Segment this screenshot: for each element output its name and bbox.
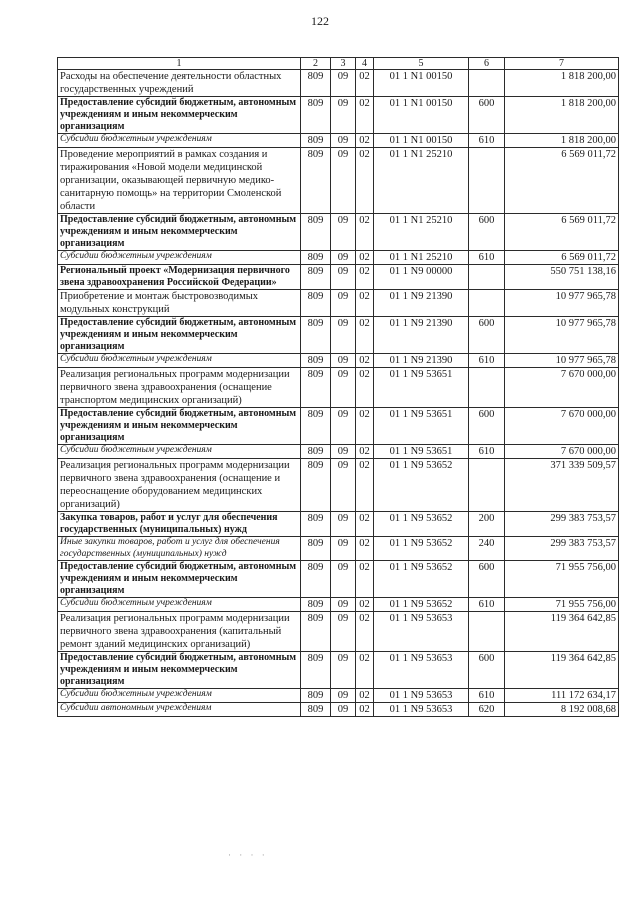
section-code-cell: 09 xyxy=(331,703,356,717)
ministry-code-cell: 809 xyxy=(301,561,331,598)
target-article-cell: 01 1 N9 53653 xyxy=(374,652,469,689)
section-code-cell: 09 xyxy=(331,251,356,265)
target-article-cell: 01 1 N1 00150 xyxy=(374,70,469,97)
subsection-code-cell: 02 xyxy=(356,459,374,512)
subsection-code-cell: 02 xyxy=(356,97,374,134)
row-name-cell: Реализация региональных программ модернизации первичного звена здравоохранения (оснащение и переоснащение оборудованием медицинских организаций) xyxy=(58,459,301,512)
table-row xyxy=(58,459,619,512)
subsection-code-cell: 02 xyxy=(356,612,374,652)
section-code-cell: 09 xyxy=(331,612,356,652)
ministry-code-cell: 809 xyxy=(301,265,331,290)
section-code-cell: 09 xyxy=(331,134,356,148)
table-row xyxy=(58,703,619,717)
ministry-code-cell: 809 xyxy=(301,134,331,148)
row-name-cell: Субсидии бюджетным учреждениям xyxy=(58,445,301,459)
target-article-cell: 01 1 N9 53653 xyxy=(374,703,469,717)
target-article-cell: 01 1 N9 21390 xyxy=(374,354,469,368)
section-code-cell: 09 xyxy=(331,317,356,354)
expense-type-cell xyxy=(469,265,505,290)
amount-cell: 10 977 965,78 xyxy=(505,290,619,317)
target-article-cell: 01 1 N9 53652 xyxy=(374,561,469,598)
row-name-cell: Приобретение и монтаж быстровозводимых модульных конструкций xyxy=(58,290,301,317)
expense-type-cell xyxy=(469,368,505,408)
row-name-cell: Предоставление субсидий бюджетным, автономным учреждениям и иным некоммерческим организациям xyxy=(58,317,301,354)
amount-cell: 550 751 138,16 xyxy=(505,265,619,290)
row-name-cell: Предоставление субсидий бюджетным, автономным учреждениям и иным некоммерческим организациям xyxy=(58,561,301,598)
ministry-code-cell: 809 xyxy=(301,214,331,251)
row-name-cell: Региональный проект «Модернизация первичного звена здравоохранения Российской Федерации» xyxy=(58,265,301,290)
expense-type-cell: 610 xyxy=(469,598,505,612)
target-article-cell: 01 1 N9 53652 xyxy=(374,512,469,537)
expense-type-cell: 610 xyxy=(469,689,505,703)
row-name-cell: Реализация региональных программ модернизации первичного звена здравоохранения (капитальный ремонт зданий медицинских организаций) xyxy=(58,612,301,652)
table-row xyxy=(58,512,619,537)
subsection-code-cell: 02 xyxy=(356,265,374,290)
ministry-code-cell: 809 xyxy=(301,689,331,703)
ministry-code-cell: 809 xyxy=(301,408,331,445)
ministry-code-cell: 809 xyxy=(301,251,331,265)
ministry-code-cell: 809 xyxy=(301,512,331,537)
row-name-cell: Иные закупки товаров, работ и услуг для обеспечения государственных (муниципальных) нужд xyxy=(58,537,301,561)
section-code-cell: 09 xyxy=(331,148,356,214)
section-code-cell: 09 xyxy=(331,689,356,703)
subsection-code-cell: 02 xyxy=(356,537,374,561)
row-name-cell: Субсидии бюджетным учреждениям xyxy=(58,354,301,368)
subsection-code-cell: 02 xyxy=(356,703,374,717)
target-article-cell: 01 1 N9 53651 xyxy=(374,368,469,408)
section-code-cell: 09 xyxy=(331,445,356,459)
table-row xyxy=(58,408,619,445)
subsection-code-cell: 02 xyxy=(356,251,374,265)
amount-cell: 1 818 200,00 xyxy=(505,97,619,134)
target-article-cell: 01 1 N1 25210 xyxy=(374,148,469,214)
target-article-cell: 01 1 N1 25210 xyxy=(374,214,469,251)
column-header: 6 xyxy=(469,58,505,70)
ministry-code-cell: 809 xyxy=(301,598,331,612)
subsection-code-cell: 02 xyxy=(356,689,374,703)
subsection-code-cell: 02 xyxy=(356,214,374,251)
ministry-code-cell: 809 xyxy=(301,354,331,368)
table-row xyxy=(58,214,619,251)
amount-cell: 299 383 753,57 xyxy=(505,537,619,561)
target-article-cell: 01 1 N9 53652 xyxy=(374,459,469,512)
expense-type-cell: 610 xyxy=(469,251,505,265)
column-header: 7 xyxy=(505,58,619,70)
column-header: 1 xyxy=(58,58,301,70)
table-row xyxy=(58,368,619,408)
amount-cell: 7 670 000,00 xyxy=(505,445,619,459)
table-row xyxy=(58,70,619,97)
ministry-code-cell: 809 xyxy=(301,368,331,408)
subsection-code-cell: 02 xyxy=(356,148,374,214)
expense-type-cell xyxy=(469,70,505,97)
table-row xyxy=(58,354,619,368)
target-article-cell: 01 1 N1 00150 xyxy=(374,97,469,134)
ministry-code-cell: 809 xyxy=(301,97,331,134)
amount-cell: 1 818 200,00 xyxy=(505,134,619,148)
row-name-cell: Реализация региональных программ модернизации первичного звена здравоохранения (оснащение транспортом медицинских организаций) xyxy=(58,368,301,408)
row-name-cell: Субсидии автономным учреждениям xyxy=(58,703,301,717)
ministry-code-cell: 809 xyxy=(301,703,331,717)
subsection-code-cell: 02 xyxy=(356,134,374,148)
amount-cell: 119 364 642,85 xyxy=(505,652,619,689)
ministry-code-cell: 809 xyxy=(301,317,331,354)
table-row xyxy=(58,290,619,317)
subsection-code-cell: 02 xyxy=(356,561,374,598)
budget-table xyxy=(57,57,619,717)
subsection-code-cell: 02 xyxy=(356,317,374,354)
table-row xyxy=(58,537,619,561)
row-name-cell: Проведение мероприятий в рамках создания и тиражирования «Новой модели медицинской организации, оказывающей первичную медико-санитарную помощь» на территории Смоленской области xyxy=(58,148,301,214)
row-name-cell: Закупка товаров, работ и услуг для обеспечения государственных (муниципальных) нужд xyxy=(58,512,301,537)
subsection-code-cell: 02 xyxy=(356,445,374,459)
section-code-cell: 09 xyxy=(331,214,356,251)
subsection-code-cell: 02 xyxy=(356,354,374,368)
table-row xyxy=(58,97,619,134)
table-row xyxy=(58,445,619,459)
target-article-cell: 01 1 N9 21390 xyxy=(374,317,469,354)
ministry-code-cell: 809 xyxy=(301,70,331,97)
ministry-code-cell: 809 xyxy=(301,290,331,317)
amount-cell: 119 364 642,85 xyxy=(505,612,619,652)
expense-type-cell: 620 xyxy=(469,703,505,717)
ministry-code-cell: 809 xyxy=(301,445,331,459)
table-row xyxy=(58,612,619,652)
scan-artifact: · · · · xyxy=(228,850,268,860)
section-code-cell: 09 xyxy=(331,290,356,317)
table-row xyxy=(58,689,619,703)
column-header: 4 xyxy=(356,58,374,70)
section-code-cell: 09 xyxy=(331,368,356,408)
column-header: 3 xyxy=(331,58,356,70)
amount-cell: 71 955 756,00 xyxy=(505,561,619,598)
row-name-cell: Предоставление субсидий бюджетным, автономным учреждениям и иным некоммерческим организациям xyxy=(58,97,301,134)
expense-type-cell xyxy=(469,290,505,317)
target-article-cell: 01 1 N9 00000 xyxy=(374,265,469,290)
row-name-cell: Субсидии бюджетным учреждениям xyxy=(58,689,301,703)
section-code-cell: 09 xyxy=(331,598,356,612)
subsection-code-cell: 02 xyxy=(356,70,374,97)
expense-type-cell: 600 xyxy=(469,561,505,598)
expense-type-cell: 600 xyxy=(469,408,505,445)
subsection-code-cell: 02 xyxy=(356,368,374,408)
section-code-cell: 09 xyxy=(331,408,356,445)
section-code-cell: 09 xyxy=(331,512,356,537)
amount-cell: 1 818 200,00 xyxy=(505,70,619,97)
amount-cell: 7 670 000,00 xyxy=(505,408,619,445)
table-row xyxy=(58,317,619,354)
amount-cell: 6 569 011,72 xyxy=(505,148,619,214)
table-row xyxy=(58,265,619,290)
amount-cell: 8 192 008,68 xyxy=(505,703,619,717)
row-name-cell: Предоставление субсидий бюджетным, автономным учреждениям и иным некоммерческим организациям xyxy=(58,214,301,251)
expense-type-cell: 240 xyxy=(469,537,505,561)
expense-type-cell xyxy=(469,612,505,652)
amount-cell: 371 339 509,57 xyxy=(505,459,619,512)
expense-type-cell: 600 xyxy=(469,214,505,251)
subsection-code-cell: 02 xyxy=(356,512,374,537)
section-code-cell: 09 xyxy=(331,70,356,97)
amount-cell: 111 172 634,17 xyxy=(505,689,619,703)
subsection-code-cell: 02 xyxy=(356,290,374,317)
ministry-code-cell: 809 xyxy=(301,652,331,689)
row-name-cell: Субсидии бюджетным учреждениям xyxy=(58,251,301,265)
row-name-cell: Расходы на обеспечение деятельности областных государственных учреждений xyxy=(58,70,301,97)
amount-cell: 6 569 011,72 xyxy=(505,214,619,251)
ministry-code-cell: 809 xyxy=(301,537,331,561)
section-code-cell: 09 xyxy=(331,97,356,134)
ministry-code-cell: 809 xyxy=(301,612,331,652)
target-article-cell: 01 1 N9 21390 xyxy=(374,290,469,317)
table-row xyxy=(58,561,619,598)
expense-type-cell xyxy=(469,148,505,214)
subsection-code-cell: 02 xyxy=(356,598,374,612)
amount-cell: 10 977 965,78 xyxy=(505,354,619,368)
table-header-row xyxy=(58,58,619,70)
target-article-cell: 01 1 N1 25210 xyxy=(374,251,469,265)
target-article-cell: 01 1 N9 53653 xyxy=(374,689,469,703)
subsection-code-cell: 02 xyxy=(356,408,374,445)
ministry-code-cell: 809 xyxy=(301,459,331,512)
target-article-cell: 01 1 N9 53652 xyxy=(374,537,469,561)
ministry-code-cell: 809 xyxy=(301,148,331,214)
expense-type-cell: 600 xyxy=(469,652,505,689)
expense-type-cell: 610 xyxy=(469,134,505,148)
expense-type-cell: 610 xyxy=(469,445,505,459)
target-article-cell: 01 1 N9 53651 xyxy=(374,408,469,445)
column-header: 5 xyxy=(374,58,469,70)
target-article-cell: 01 1 N9 53653 xyxy=(374,612,469,652)
target-article-cell: 01 1 N1 00150 xyxy=(374,134,469,148)
row-name-cell: Предоставление субсидий бюджетным, автономным учреждениям и иным некоммерческим организациям xyxy=(58,652,301,689)
table-row xyxy=(58,148,619,214)
page-number: 122 xyxy=(311,14,329,28)
table-row xyxy=(58,598,619,612)
section-code-cell: 09 xyxy=(331,652,356,689)
amount-cell: 10 977 965,78 xyxy=(505,317,619,354)
table-row xyxy=(58,134,619,148)
amount-cell: 71 955 756,00 xyxy=(505,598,619,612)
section-code-cell: 09 xyxy=(331,561,356,598)
amount-cell: 7 670 000,00 xyxy=(505,368,619,408)
row-name-cell: Субсидии бюджетным учреждениям xyxy=(58,598,301,612)
expense-type-cell: 600 xyxy=(469,97,505,134)
target-article-cell: 01 1 N9 53651 xyxy=(374,445,469,459)
section-code-cell: 09 xyxy=(331,459,356,512)
target-article-cell: 01 1 N9 53652 xyxy=(374,598,469,612)
section-code-cell: 09 xyxy=(331,354,356,368)
table-row xyxy=(58,652,619,689)
table-row xyxy=(58,251,619,265)
row-name-cell: Предоставление субсидий бюджетным, автономным учреждениям и иным некоммерческим организациям xyxy=(58,408,301,445)
amount-cell: 6 569 011,72 xyxy=(505,251,619,265)
column-header: 2 xyxy=(301,58,331,70)
section-code-cell: 09 xyxy=(331,265,356,290)
section-code-cell: 09 xyxy=(331,537,356,561)
row-name-cell: Субсидии бюджетным учреждениям xyxy=(58,134,301,148)
expense-type-cell: 610 xyxy=(469,354,505,368)
subsection-code-cell: 02 xyxy=(356,652,374,689)
expense-type-cell xyxy=(469,459,505,512)
amount-cell: 299 383 753,57 xyxy=(505,512,619,537)
expense-type-cell: 600 xyxy=(469,317,505,354)
expense-type-cell: 200 xyxy=(469,512,505,537)
